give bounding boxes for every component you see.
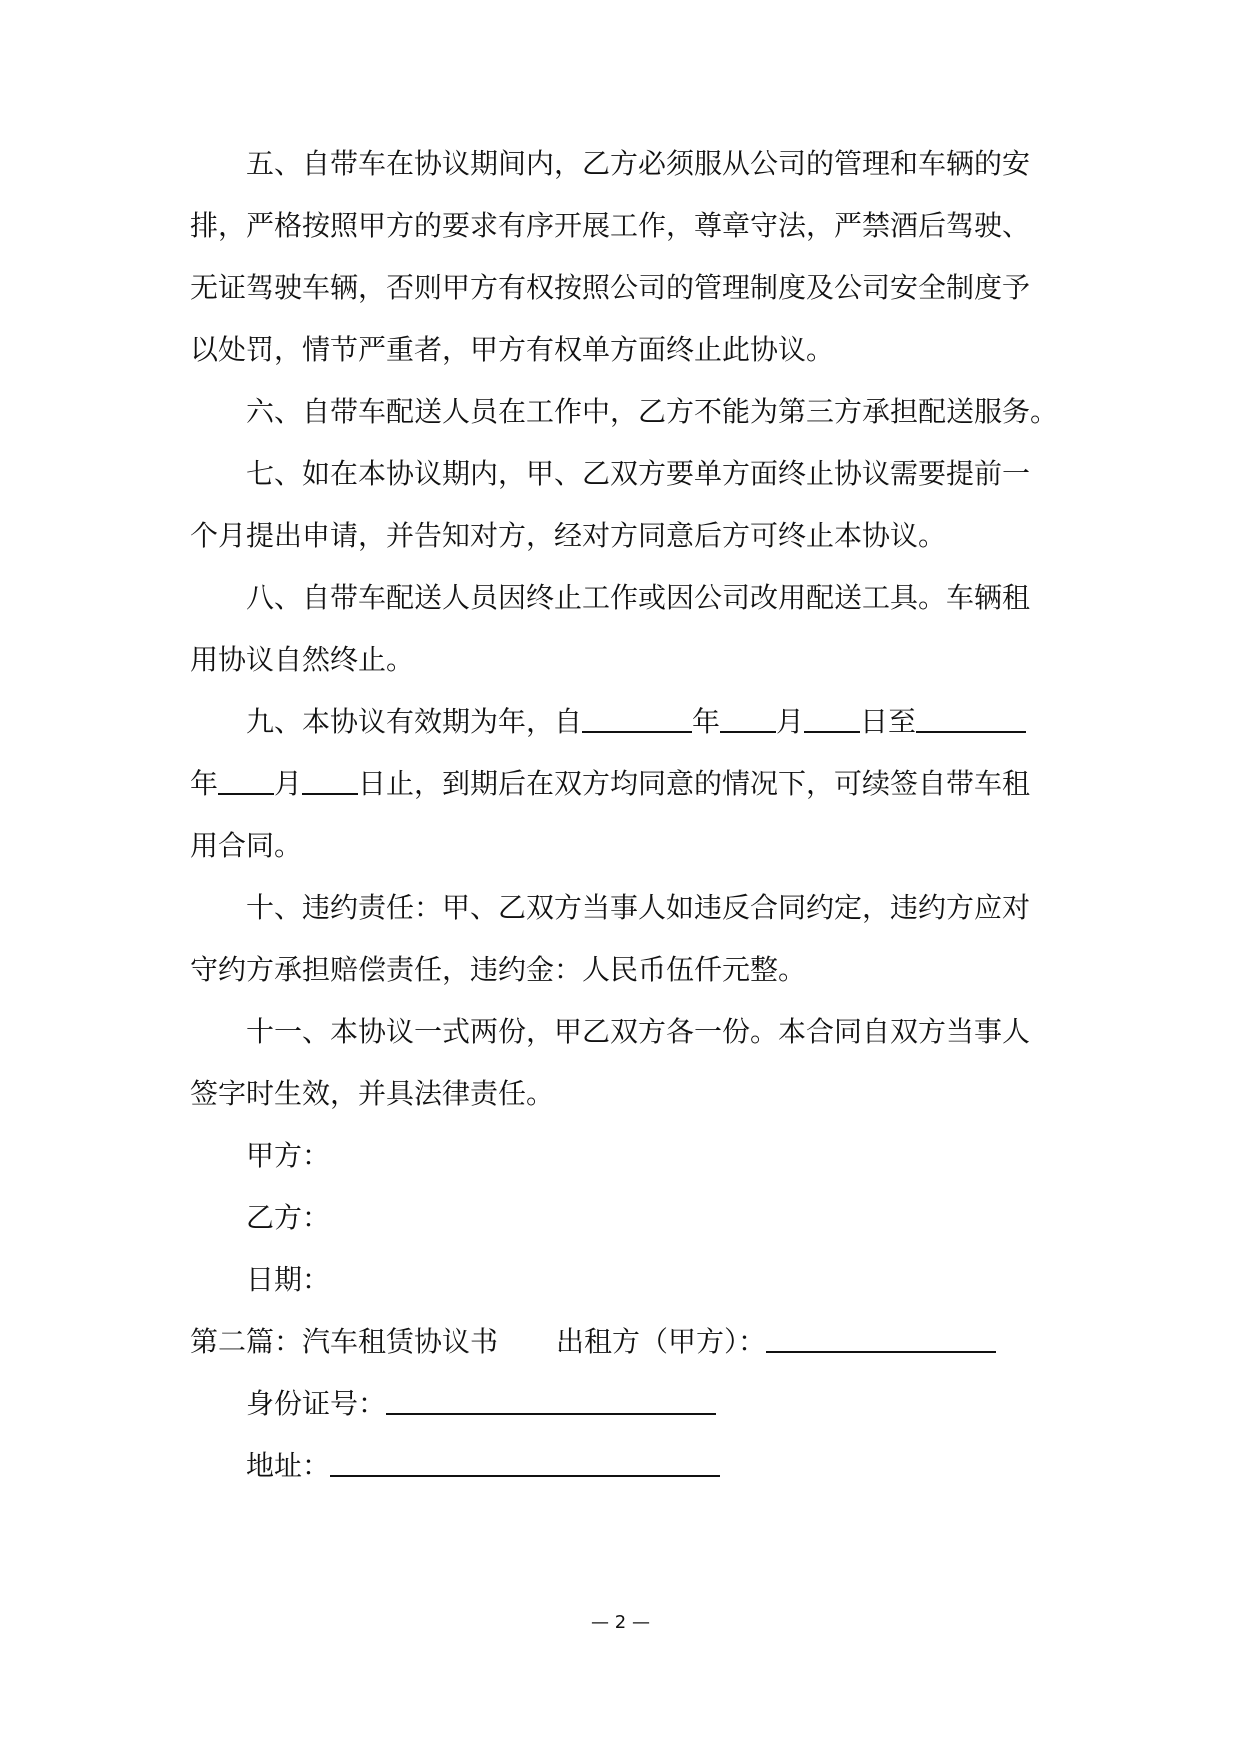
id-number-blank[interactable] xyxy=(386,1379,716,1415)
clause-7-line-2: 个月提出申请，并告知对方，经对方同意后方可终止本协议。 xyxy=(190,519,947,552)
clause-9-line-3: 用合同。 xyxy=(190,829,303,862)
clause-10-line-2: 守约方承担赔偿责任，违约金：人民币伍仟元整。 xyxy=(190,953,807,986)
clause-7-line-1: 七、如在本协议期内，甲、乙双方要单方面终止协议需要提前一 xyxy=(246,457,1031,490)
address-blank[interactable] xyxy=(330,1441,720,1477)
clause-5-line-2: 排，严格按照甲方的要求有序开展工作，尊章守法，严禁酒后驾驶、 xyxy=(190,209,1031,242)
clause-10-line-1: 十、违约责任：甲、乙双方当事人如违反合同约定，违约方应对 xyxy=(246,891,1031,924)
party-a-signature: 甲方： xyxy=(246,1139,331,1172)
lessor-blank[interactable] xyxy=(766,1317,996,1353)
part2-title: 第二篇：汽车租赁协议书 xyxy=(190,1325,499,1358)
clause-9-text-g: 日止，到期后在双方均同意的情况下，可续签自带车租 xyxy=(358,767,1031,800)
date-signature: 日期： xyxy=(246,1263,331,1296)
clause-9-line-1 xyxy=(246,689,1026,755)
clause-9-text-e: 年 xyxy=(190,767,219,800)
id-number-label: 身份证号： xyxy=(246,1387,387,1420)
clause-11-line-2: 签字时生效，并具法律责任。 xyxy=(190,1077,555,1110)
clause-9-text-c: 月 xyxy=(776,705,805,738)
clause-9-text-d: 日至 xyxy=(860,705,917,738)
clause-6: 六、自带车配送人员在工作中，乙方不能为第三方承担配送服务。 xyxy=(246,395,1059,428)
clause-8-line-2: 用协议自然终止。 xyxy=(190,643,415,676)
clause-5-line-1: 五、自带车在协议期间内，乙方必须服从公司的管理和车辆的安 xyxy=(246,147,1031,180)
end-day-blank[interactable] xyxy=(302,759,358,795)
id-number-line xyxy=(246,1371,716,1437)
clause-9-text-f: 月 xyxy=(274,767,303,800)
lessor-label: 出租方（甲方）： xyxy=(556,1325,767,1358)
address-line xyxy=(246,1433,720,1499)
start-day-blank[interactable] xyxy=(804,697,860,733)
end-year-blank[interactable] xyxy=(916,697,1026,733)
address-label: 地址： xyxy=(246,1449,331,1482)
clause-5-line-4: 以处罚，情节严重者，甲方有权单方面终止此协议。 xyxy=(190,333,835,366)
end-month-blank[interactable] xyxy=(218,759,274,795)
clause-11-line-1: 十一、本协议一式两份，甲乙双方各一份。本合同自双方当事人 xyxy=(246,1015,1031,1048)
part2-heading-line xyxy=(190,1309,996,1375)
page-number: — 2 — xyxy=(591,1612,650,1633)
start-year-blank[interactable] xyxy=(582,697,692,733)
start-month-blank[interactable] xyxy=(720,697,776,733)
clause-5-line-3: 无证驾驶车辆，否则甲方有权按照公司的管理制度及公司安全制度予 xyxy=(190,271,1031,304)
party-b-signature: 乙方： xyxy=(246,1201,331,1234)
clause-9-line-2 xyxy=(190,751,1030,817)
clause-8-line-1: 八、自带车配送人员因终止工作或因公司改用配送工具。车辆租 xyxy=(246,581,1031,614)
clause-9-text-a: 九、本协议有效期为年，自 xyxy=(246,705,583,738)
clause-9-text-b: 年 xyxy=(692,705,721,738)
